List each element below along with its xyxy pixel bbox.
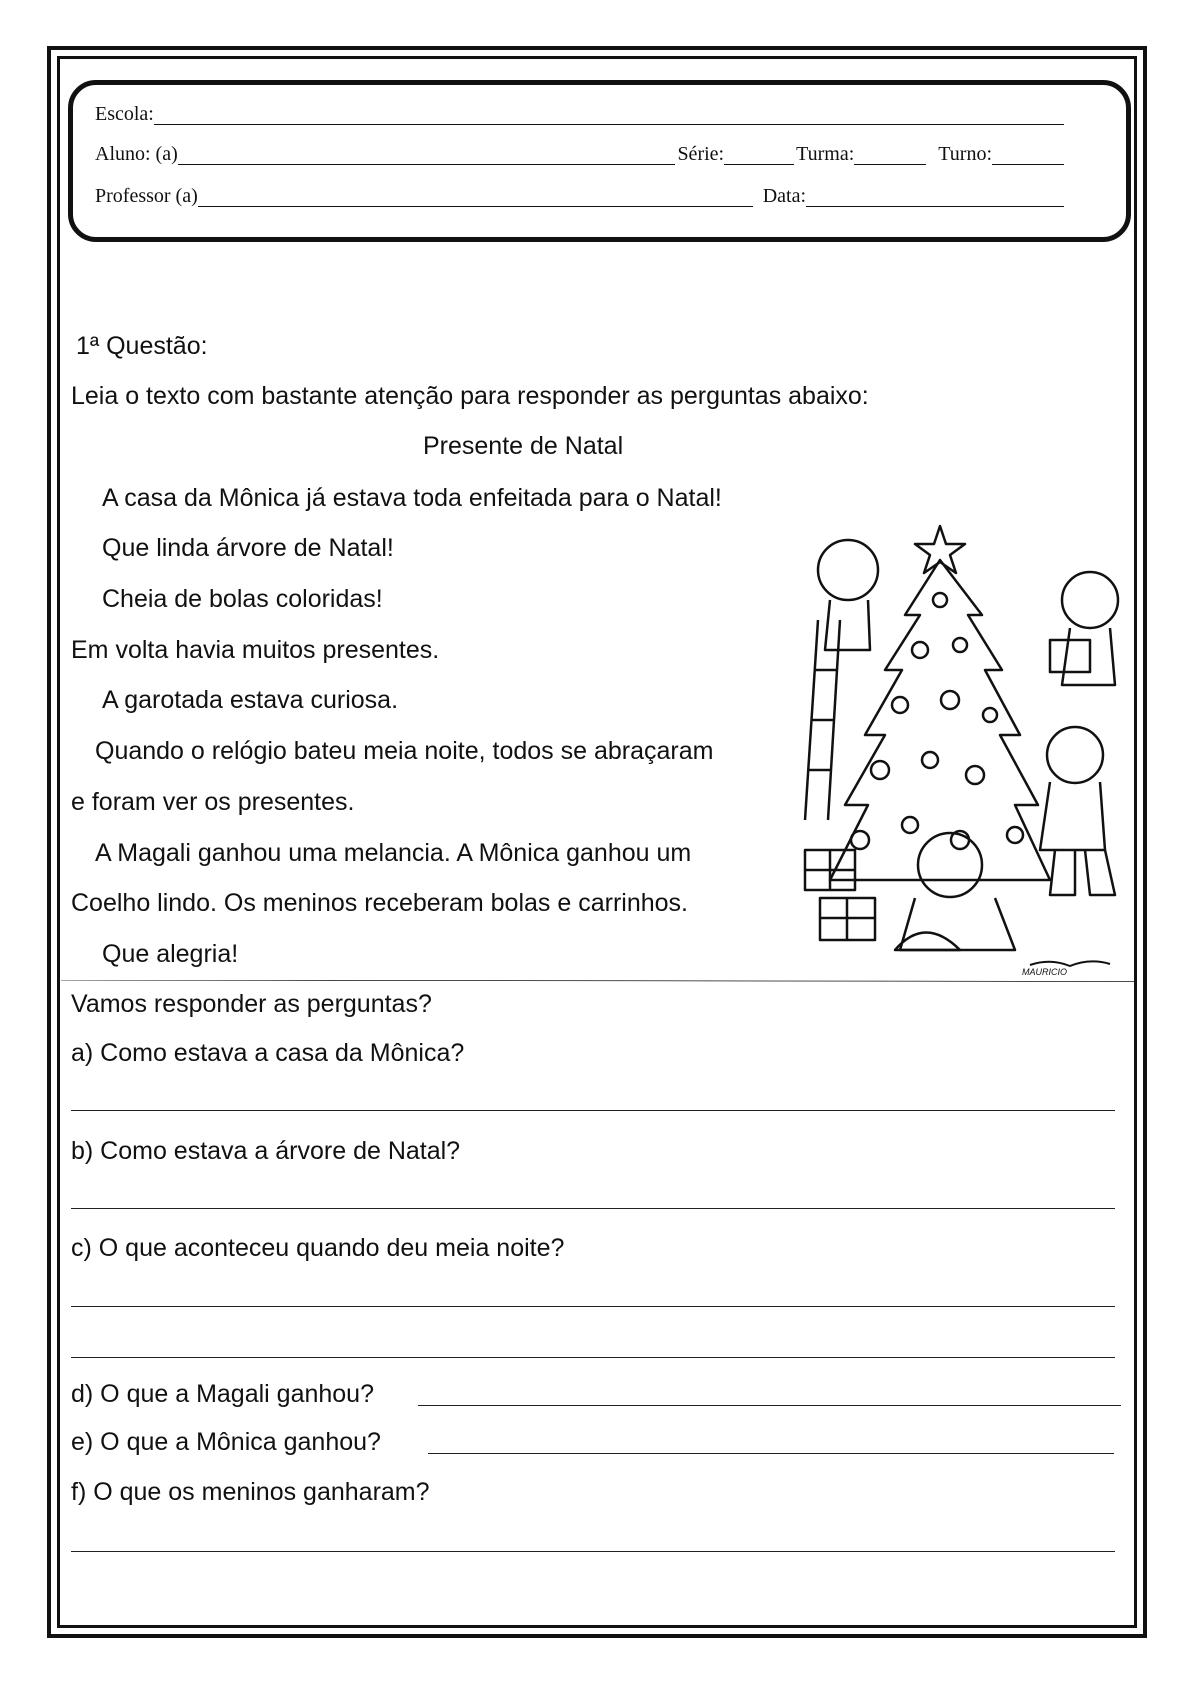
answer-line-c1[interactable] [71, 1306, 1115, 1307]
shift-field[interactable] [992, 146, 1064, 165]
teacher-field[interactable] [198, 188, 753, 207]
question-f: f) O que os meninos ganharam? [71, 1478, 430, 1506]
section-divider [61, 980, 1137, 982]
question-b: b) Como estava a árvore de Natal? [71, 1137, 461, 1165]
story-line: A casa da Mônica já estava toda enfeitada para o Natal! [102, 484, 722, 512]
date-label: Data: [762, 185, 806, 207]
student-row [95, 141, 1066, 169]
story-line: Que alegria! [102, 940, 239, 968]
teacher-label: Professor (a) [95, 185, 198, 207]
grade-label: Série: [677, 143, 725, 165]
class-label: Turma: [796, 143, 855, 165]
answer-line-d[interactable] [418, 1405, 1121, 1406]
story-title: Presente de Natal [423, 432, 624, 460]
class-field[interactable] [854, 146, 926, 165]
answer-line-e[interactable] [428, 1453, 1114, 1454]
answer-line-b[interactable] [71, 1208, 1115, 1209]
christmas-tree-illustration [800, 520, 1135, 980]
shift-label: Turno: [938, 143, 992, 165]
question-d: d) O que a Magali ganhou? [71, 1380, 374, 1408]
date-field[interactable] [806, 188, 1064, 207]
school-field[interactable] [154, 106, 1064, 125]
answer-line-f[interactable] [71, 1551, 1115, 1552]
story-line: e foram ver os presentes. [71, 788, 355, 816]
question-a: a) Como estava a casa da Mônica? [71, 1039, 465, 1067]
story-line: Coelho lindo. Os meninos receberam bolas e carrinhos. [71, 889, 688, 917]
question-instruction: Leia o texto com bastante atenção para responder as perguntas abaixo: [71, 382, 869, 410]
school-row [95, 101, 1066, 129]
question-e: e) O que a Mônica ganhou? [71, 1428, 381, 1456]
story-line: A garotada estava curiosa. [102, 686, 399, 714]
student-label: Aluno: (a) [95, 143, 178, 165]
question-c: c) O que aconteceu quando deu meia noite? [71, 1234, 565, 1262]
questions-intro: Vamos responder as perguntas? [71, 990, 432, 1018]
story-line: Que linda árvore de Natal! [102, 534, 394, 562]
story-line: Quando o relógio bateu meia noite, todos se abraçaram [95, 737, 714, 765]
school-label: Escola: [95, 103, 154, 125]
star-icon [915, 526, 965, 573]
grade-field[interactable] [724, 146, 794, 165]
story-line: Cheia de bolas coloridas! [102, 585, 383, 613]
question-number: 1ª Questão: [76, 332, 208, 360]
story-line: A Magali ganhou uma melancia. A Mônica ganhou um [95, 839, 692, 867]
header-form [68, 80, 1131, 242]
teacher-row [95, 183, 1066, 211]
answer-line-c2[interactable] [71, 1357, 1115, 1358]
illustration-signature: MAURICIO [1022, 967, 1067, 977]
student-field[interactable] [178, 146, 676, 165]
story-line: Em volta havia muitos presentes. [71, 636, 440, 664]
answer-line-a[interactable] [71, 1110, 1115, 1111]
